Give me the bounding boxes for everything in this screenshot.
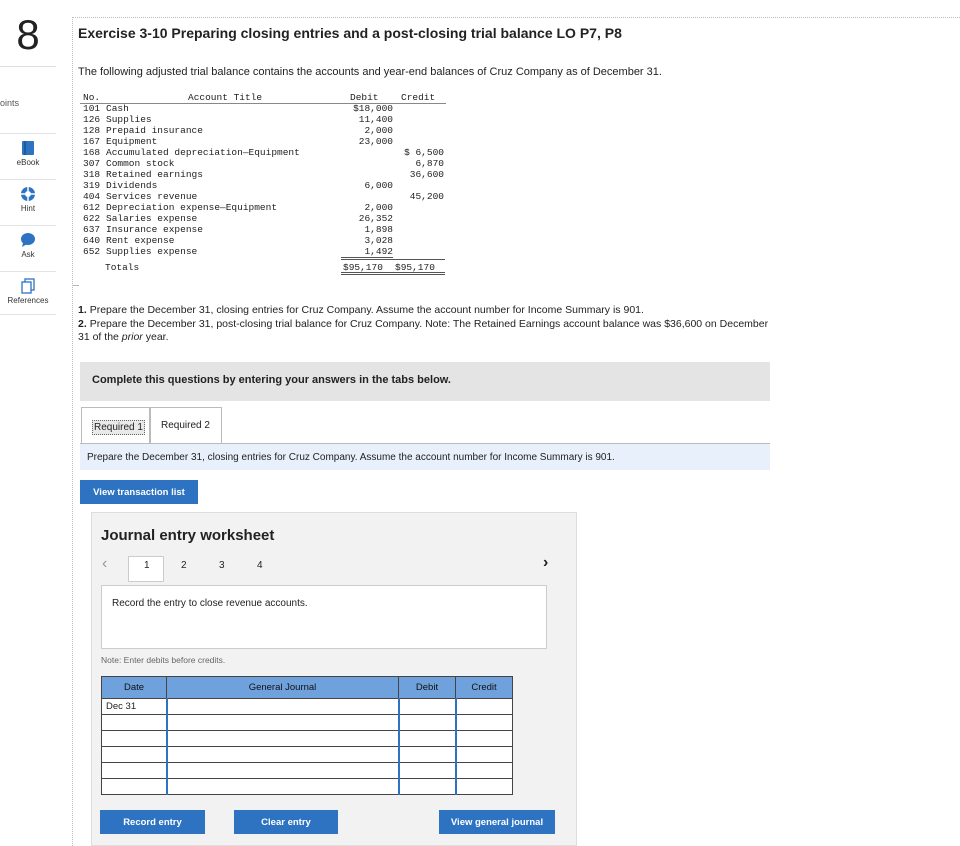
- page-4[interactable]: 4: [257, 560, 263, 571]
- complete-banner: [80, 362, 770, 401]
- sidebar-hint-label: Hint: [20, 204, 36, 213]
- tab-required-1[interactable]: [81, 407, 150, 443]
- tb-row-no: 652: [83, 246, 101, 257]
- page-1[interactable]: 1: [144, 560, 150, 571]
- journal-row: [102, 763, 513, 779]
- tb-row-no: 404: [83, 191, 101, 202]
- sidebar-ebook-label: eBook: [16, 158, 40, 167]
- divider-tick: [72, 285, 79, 286]
- book-icon: [21, 140, 35, 156]
- sidebar-ask-label: Ask: [21, 250, 35, 259]
- col-date: Date: [102, 677, 167, 699]
- tb-double-rule: [341, 272, 445, 275]
- tb-row-no: 622: [83, 213, 101, 224]
- tb-row-no: 637: [83, 224, 101, 235]
- journal-cell-credit[interactable]: [456, 747, 513, 763]
- journal-cell-account[interactable]: [167, 763, 399, 779]
- sidebar-hint[interactable]: [0, 179, 56, 222]
- entry-prompt-box: [101, 585, 547, 649]
- tb-row: [83, 180, 443, 191]
- tb-row-debit: 26,352: [358, 213, 393, 224]
- tb-row-title: Dividends: [106, 180, 158, 191]
- tb-header-title: Account Title: [188, 92, 263, 103]
- journal-row: [102, 699, 513, 715]
- intro-text: The following adjusted trial balance contains the accounts and year-end balances of Cruz Company as of December 31.: [78, 66, 662, 78]
- journal-row: [102, 715, 513, 731]
- tb-row-title: Supplies: [106, 114, 152, 125]
- tb-row-debit: 2,000: [364, 125, 393, 136]
- journal-cell-account[interactable]: [167, 779, 399, 795]
- tb-row-title: Insurance expense: [106, 224, 203, 235]
- tb-row-title: Retained earnings: [106, 169, 203, 180]
- tb-totals-label: Totals: [105, 262, 140, 273]
- tb-row-no: 640: [83, 235, 101, 246]
- tb-header-debit: Debit: [350, 92, 379, 103]
- tb-header-credit: Credit: [401, 92, 436, 103]
- tb-row-credit: $ 6,500: [404, 147, 444, 158]
- tb-row-title: Supplies expense: [106, 246, 198, 257]
- journal-cell-debit[interactable]: [399, 731, 456, 747]
- entry-prompt-text: Record the entry to close revenue accounts.: [112, 598, 308, 609]
- tb-row-debit: 2,000: [364, 202, 393, 213]
- tb-row-debit: $18,000: [353, 103, 393, 114]
- journal-cell-debit[interactable]: [399, 699, 456, 715]
- record-entry-button[interactable]: Record entry: [100, 810, 205, 834]
- tb-header-no: No.: [83, 92, 101, 103]
- requirement-description-text: Prepare the December 31, closing entries for Cruz Company. Assume the account number for Income Summary is 901.: [87, 452, 615, 463]
- clear-entry-button[interactable]: Clear entry: [234, 810, 338, 834]
- col-general-journal: General Journal: [167, 677, 399, 699]
- journal-row: [102, 747, 513, 763]
- content-border-top: [72, 17, 960, 18]
- points-label: oints: [0, 98, 20, 108]
- complete-banner-text: Complete this questions by entering your answers in the tabs below.: [92, 374, 451, 386]
- journal-cell-date: Dec 31: [102, 699, 167, 715]
- tab-required-2[interactable]: [150, 407, 222, 443]
- prev-page-icon[interactable]: ‹: [102, 555, 108, 572]
- tb-row: [83, 213, 443, 224]
- sidebar-references[interactable]: [0, 271, 56, 315]
- content-border-left: [72, 17, 73, 846]
- tb-row-debit: 1,898: [364, 224, 393, 235]
- journal-cell-debit[interactable]: [399, 747, 456, 763]
- journal-cell-date: [102, 731, 167, 747]
- tb-row-credit: 6,870: [415, 158, 444, 169]
- sidebar-references-label: References: [7, 296, 49, 305]
- journal-cell-date: [102, 747, 167, 763]
- page-2[interactable]: 2: [181, 560, 187, 571]
- tb-row: [83, 125, 443, 136]
- tb-row-no: 612: [83, 202, 101, 213]
- tb-row: [83, 147, 443, 158]
- instruction-1: 1. Prepare the December 31, closing entries for Cruz Company. Assume the account number for Income Summary is 901.: [78, 304, 644, 316]
- journal-cell-credit[interactable]: [456, 731, 513, 747]
- tb-row-debit: 11,400: [358, 114, 393, 125]
- tb-row-no: 126: [83, 114, 101, 125]
- journal-cell-date: [102, 779, 167, 795]
- journal-cell-credit[interactable]: [456, 779, 513, 795]
- journal-cell-account[interactable]: [167, 747, 399, 763]
- journal-row: [102, 731, 513, 747]
- sidebar-ask[interactable]: [0, 225, 56, 268]
- document-stack-icon: [21, 278, 35, 294]
- left-sidebar: [0, 0, 56, 846]
- tb-row: [83, 202, 443, 213]
- col-credit: Credit: [456, 677, 513, 699]
- tb-row: [83, 169, 443, 180]
- view-transaction-list-button[interactable]: View transaction list: [80, 480, 198, 504]
- tb-row-title: Salaries expense: [106, 213, 198, 224]
- next-page-icon[interactable]: ›: [543, 554, 549, 571]
- tb-row-title: Prepaid insurance: [106, 125, 203, 136]
- tb-row-title: Common stock: [106, 158, 175, 169]
- journal-cell-date: [102, 715, 167, 731]
- exercise-title: Exercise 3-10 Preparing closing entries and a post-closing trial balance LO P7, P8: [78, 25, 622, 41]
- tb-total-debit: $95,170: [343, 262, 383, 273]
- requirement-description: [80, 444, 770, 470]
- journal-cell-debit[interactable]: [399, 715, 456, 731]
- tb-rows: [83, 103, 443, 257]
- journal-cell-credit[interactable]: [456, 715, 513, 731]
- journal-cell-credit[interactable]: [456, 699, 513, 715]
- journal-row: [102, 779, 513, 795]
- tb-row-no: 128: [83, 125, 101, 136]
- journal-cell-account[interactable]: [167, 731, 399, 747]
- tb-row-credit: 36,600: [409, 169, 444, 180]
- tb-row-title: Services revenue: [106, 191, 198, 202]
- tb-row-title: Equipment: [106, 136, 158, 147]
- journal-cell-credit[interactable]: [456, 763, 513, 779]
- page-3[interactable]: 3: [219, 560, 225, 571]
- tb-row: [83, 158, 443, 169]
- view-general-journal-button[interactable]: View general journal: [439, 810, 555, 834]
- tb-row-no: 167: [83, 136, 101, 147]
- tb-total-rule: [341, 259, 445, 260]
- journal-cell-debit[interactable]: [399, 779, 456, 795]
- tb-row: [83, 224, 443, 235]
- entry-note: Note: Enter debits before credits.: [101, 655, 226, 665]
- tb-row-debit: 23,000: [358, 136, 393, 147]
- tb-row-debit: 3,028: [364, 235, 393, 246]
- tb-row-debit: 1,492: [341, 246, 393, 258]
- tab-required-2-label: Required 2: [161, 420, 210, 431]
- question-number: 8: [0, 10, 56, 67]
- tb-row-no: 319: [83, 180, 101, 191]
- lifebuoy-icon: [20, 186, 36, 202]
- tb-row: [83, 114, 443, 125]
- tb-row: [83, 246, 443, 257]
- tb-row-no: 307: [83, 158, 101, 169]
- tb-row-title: Accumulated depreciation—Equipment: [106, 147, 300, 158]
- col-debit: Debit: [399, 677, 456, 699]
- tb-row-no: 101: [83, 103, 101, 114]
- tb-row: [83, 235, 443, 246]
- tb-row-no: 168: [83, 147, 101, 158]
- journal-cell-debit[interactable]: [399, 763, 456, 779]
- sidebar-ebook[interactable]: [0, 133, 56, 176]
- instructions: [78, 304, 778, 345]
- tb-row-no: 318: [83, 169, 101, 180]
- tab-required-1-label: Required 1: [94, 422, 143, 433]
- instruction-2: 2. Prepare the December 31, post-closing trial balance for Cruz Company. Note: The Retained Earnings account balance was $36,600 on December 31 of the prior year.: [78, 317, 769, 343]
- tb-row-credit: 45,200: [409, 191, 444, 202]
- journal-cell-account[interactable]: [167, 715, 399, 731]
- chat-bubble-icon: [20, 232, 36, 248]
- tb-row: [83, 103, 443, 114]
- tb-row-title: Cash: [106, 103, 129, 114]
- tb-row-title: Depreciation expense—Equipment: [106, 202, 278, 213]
- journal-table: [101, 676, 513, 795]
- tb-row: [83, 191, 443, 202]
- tb-row: [83, 136, 443, 147]
- journal-cell-date: [102, 763, 167, 779]
- journal-cell-account[interactable]: [167, 699, 399, 715]
- tb-total-credit: $95,170: [395, 262, 435, 273]
- tb-row-title: Rent expense: [106, 235, 175, 246]
- tb-row-debit: 6,000: [364, 180, 393, 191]
- journal-title: Journal entry worksheet: [101, 527, 275, 544]
